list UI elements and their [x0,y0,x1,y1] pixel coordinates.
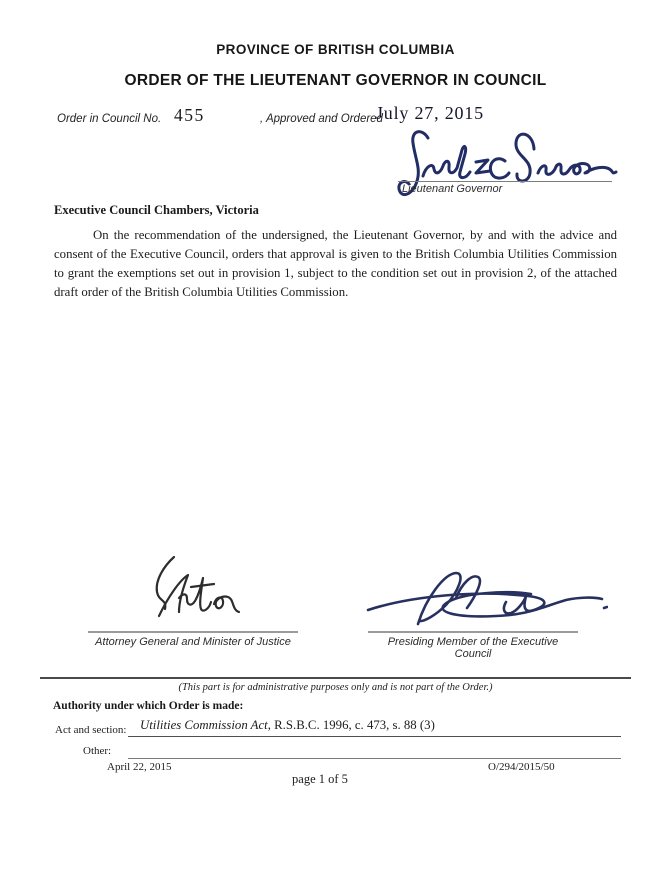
administrative-note: (This part is for administrative purposes only and is not part of the Order.) [178,682,493,693]
order-number-value: 455 [174,105,205,125]
approved-label: , Approved and Ordered [260,113,383,125]
act-citation: , R.S.B.C. 1996, c. 473, s. 88 (3) [267,718,435,732]
lg-signature-label: Lieutenant Governor [402,183,503,195]
footer-page-number: page 1 of 5 [292,772,348,786]
attorney-general-label: Attorney General and Minister of Justice [95,636,291,648]
footer-file-number: O/294/2015/50 [488,761,555,773]
order-body-paragraph: On the recommendation of the undersigned, the Lieutenant Governor, by and with the advice and consent of the Executive Council, orders that approval is given to the British Columbia Utilities Commission to grant the exemptions set out in provision 1, subject to the condition set out in provision 2, of the attached draft order of the British Columbia Utilities Commission. [54,228,617,299]
footer-date: April 22, 2015 [107,761,172,773]
authority-heading: Authority under which Order is made: [53,700,244,712]
other-label: Other: [83,745,112,757]
council-chambers-heading: Executive Council Chambers, Victoria [54,203,259,217]
approved-date-stamp: July 27, 2015 [376,103,484,123]
presiding-member-signature-line [368,631,578,633]
lg-signature-line [398,181,612,182]
document-title: ORDER OF THE LIEUTENANT GOVERNOR IN COUNCIL [124,72,547,89]
presiding-member-signature-icon [356,566,608,630]
administrative-section-divider [40,677,631,679]
act-section-value-line [128,718,621,737]
act-section-label: Act and section: [55,724,127,736]
attorney-general-signature-line [88,631,298,633]
other-value-line [128,742,621,759]
act-name: Utilities Commission Act [140,718,268,732]
presiding-member-label: Presiding Member of the Executive Council [387,636,559,660]
order-number-label: Order in Council No. [57,113,162,125]
attorney-general-signature-icon [128,552,246,630]
province-heading: PROVINCE OF BRITISH COLUMBIA [216,42,455,57]
